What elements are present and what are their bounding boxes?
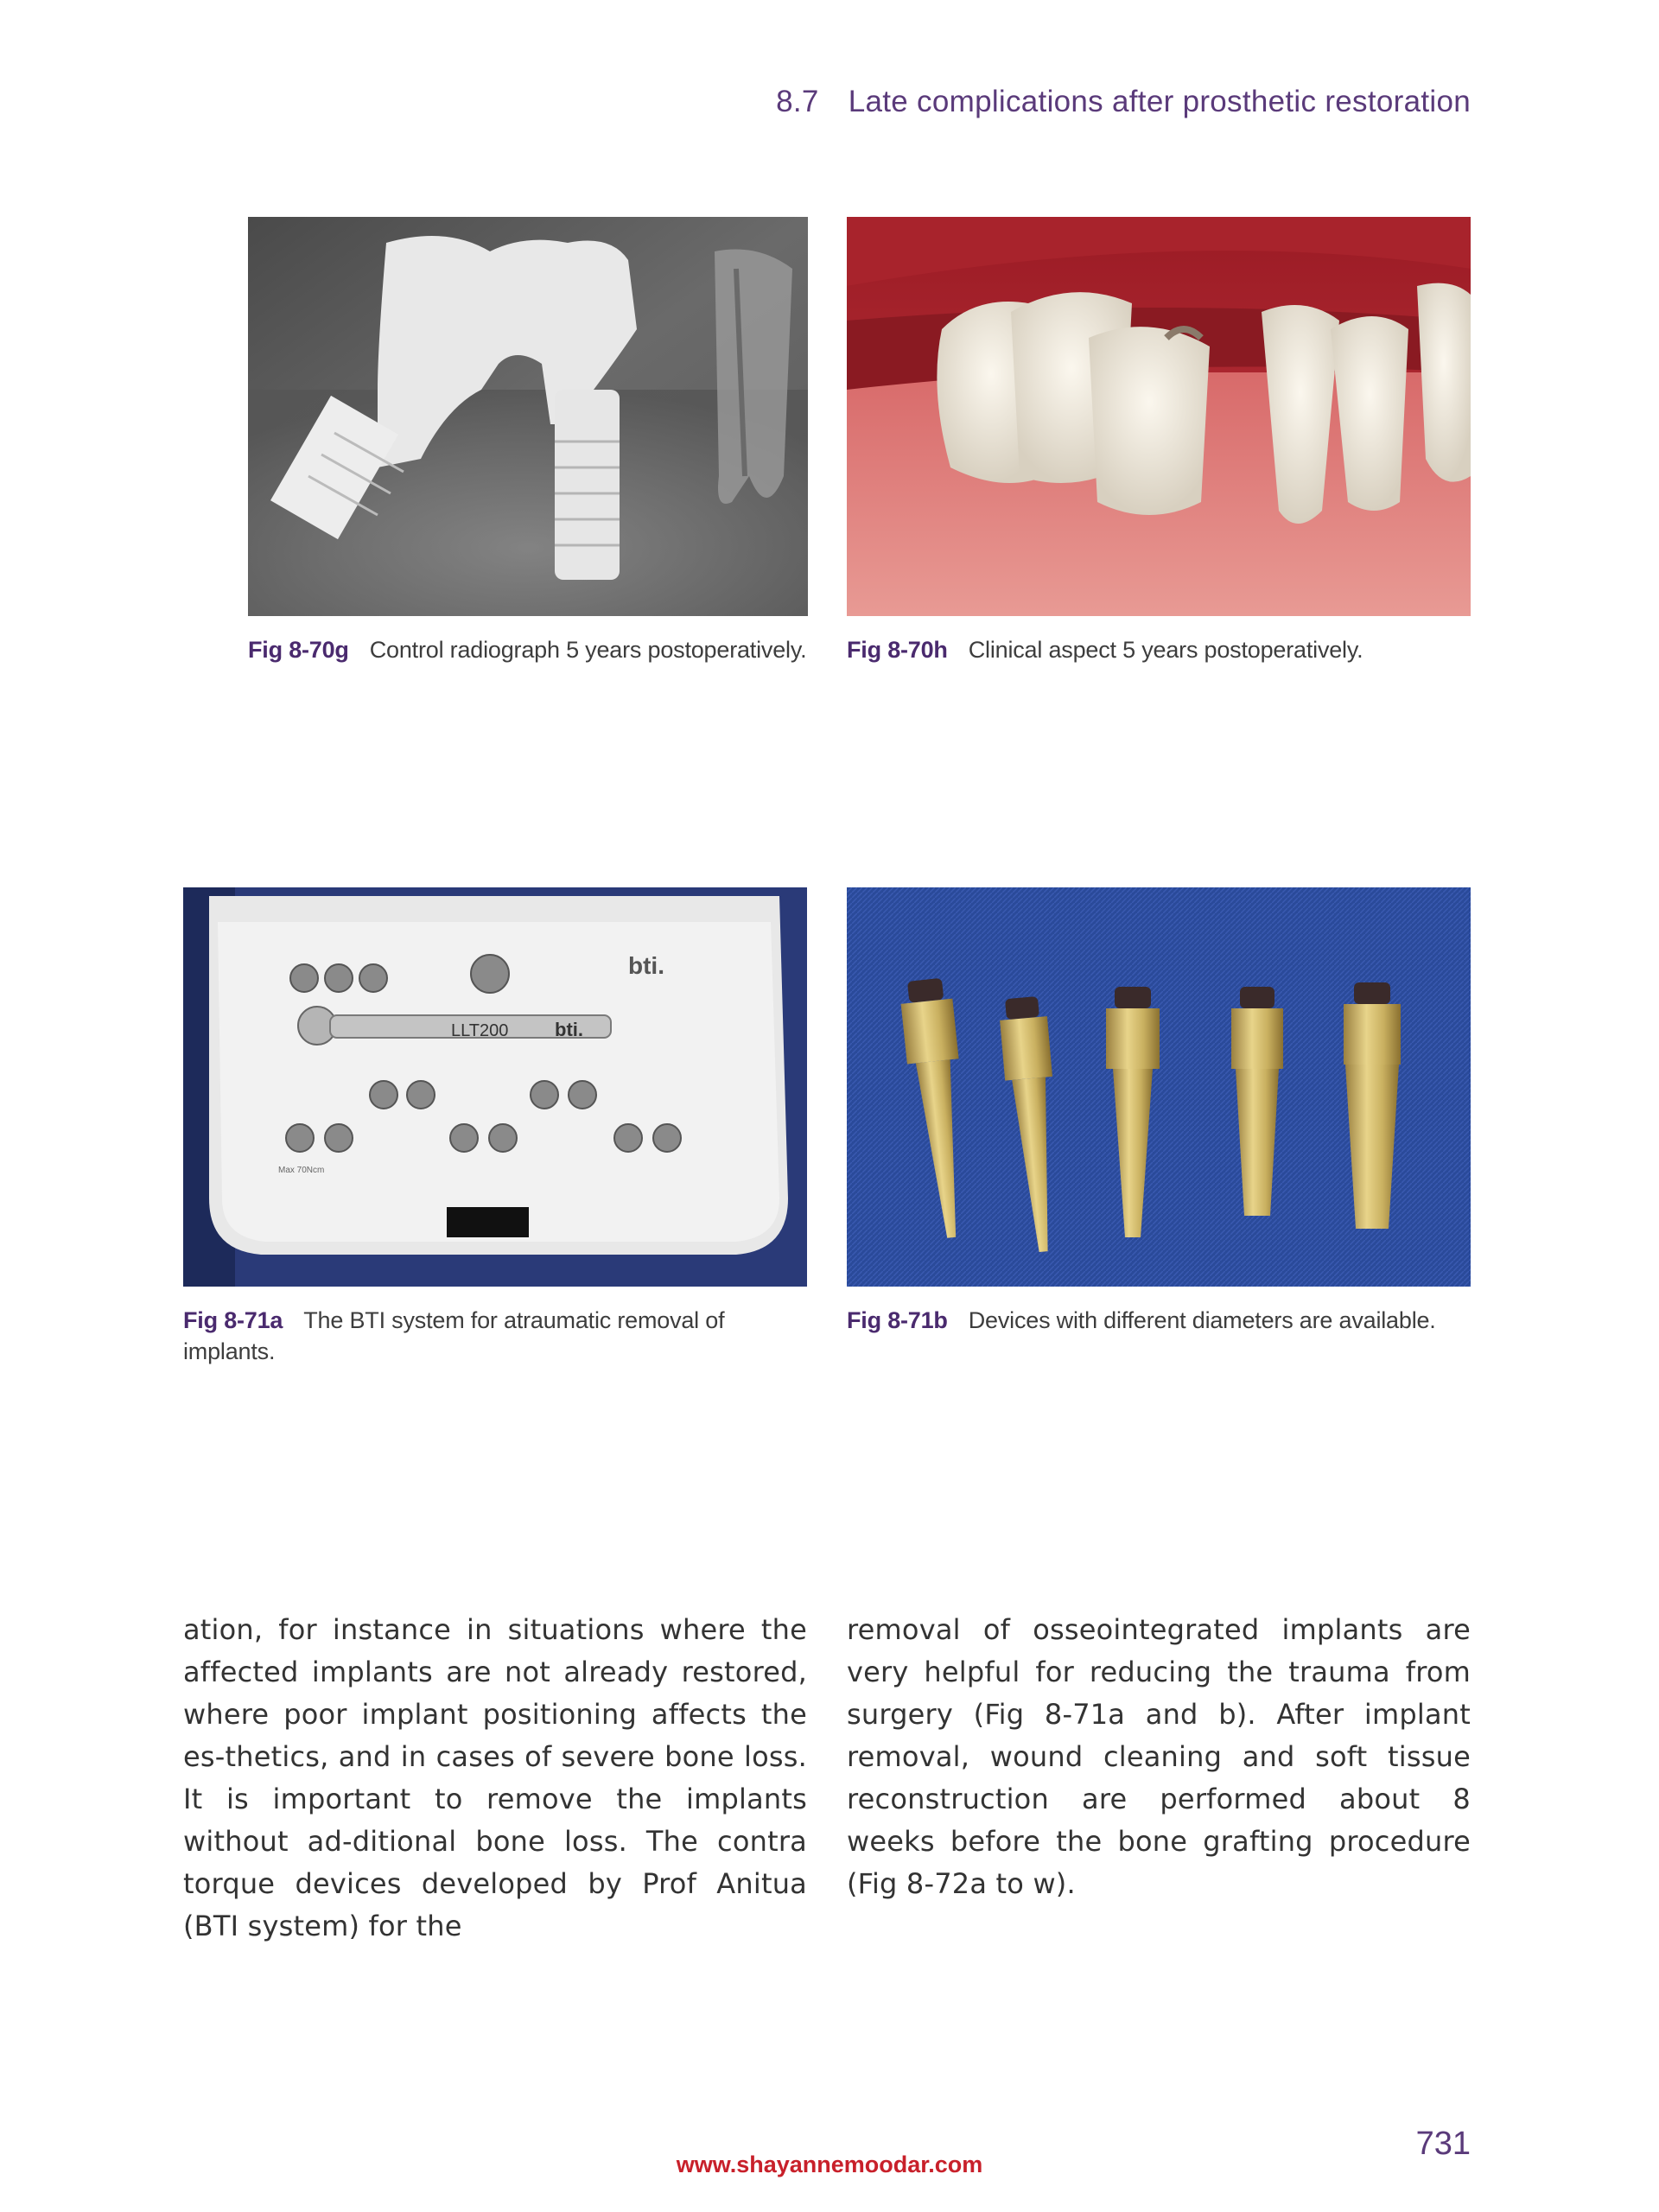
wrench-brand-text: bti. [555, 1019, 583, 1040]
caption-fig-8-71b [847, 1305, 1471, 1336]
figure-bti-kit [183, 887, 807, 1287]
figure-devices [847, 887, 1471, 1287]
figure-label: Fig 8-71a [183, 1307, 283, 1333]
clinical-photo-image [847, 217, 1471, 616]
section-number: 8.7 [776, 85, 819, 118]
figure-radiograph [248, 217, 808, 616]
figure-caption-text: Control radiograph 5 years postoperatively. [369, 637, 807, 663]
page-number: 731 [1415, 2126, 1471, 2162]
caption-fig-8-70g [248, 634, 827, 665]
wrench-model-text: LLT200 [451, 1021, 509, 1040]
running-header [743, 85, 1471, 119]
section-title: Late complications after prosthetic restoration [848, 85, 1471, 118]
figure-caption-text: Clinical aspect 5 years postoperatively. [968, 637, 1363, 663]
figure-label: Fig 8-70g [248, 637, 349, 663]
max-torque-text: Max 70Ncm [278, 1166, 325, 1175]
caption-fig-8-71a [183, 1305, 788, 1367]
body-text-right-column: removal of osseointegrated implants are very helpful for reducing the trauma from surgery (Fig 8-71a and b). After implant removal, wound cleaning and soft tissue reconstruction are performed about 8 weeks before the bone grafting procedure (Fig 8-72a to w). [847, 1613, 1471, 1900]
figure-caption-text: Devices with different diameters are available. [968, 1307, 1436, 1333]
website-link[interactable]: www.shayannemoodar.com [676, 2152, 983, 2177]
radiograph-image [248, 217, 808, 616]
figure-label: Fig 8-71b [847, 1307, 948, 1333]
figure-label: Fig 8-70h [847, 637, 948, 663]
body-text-left-column: ation, for instance in situations where the affected implants are not already restored, where poor implant positioning affects the es-thetics, and in cases of severe bone loss. It is important to remove the implants without ad-ditional bone loss. The contra torque devices developed by Prof Anitua (BTI system) for the [183, 1613, 807, 1942]
caption-fig-8-70h [847, 634, 1471, 665]
figure-caption-text: The BTI system for atraumatic removal of implants. [183, 1307, 725, 1364]
figure-clinical-photo [847, 217, 1471, 616]
bti-kit-image [183, 887, 807, 1287]
devices-image [847, 887, 1471, 1287]
bti-logo-text: bti. [628, 952, 664, 979]
